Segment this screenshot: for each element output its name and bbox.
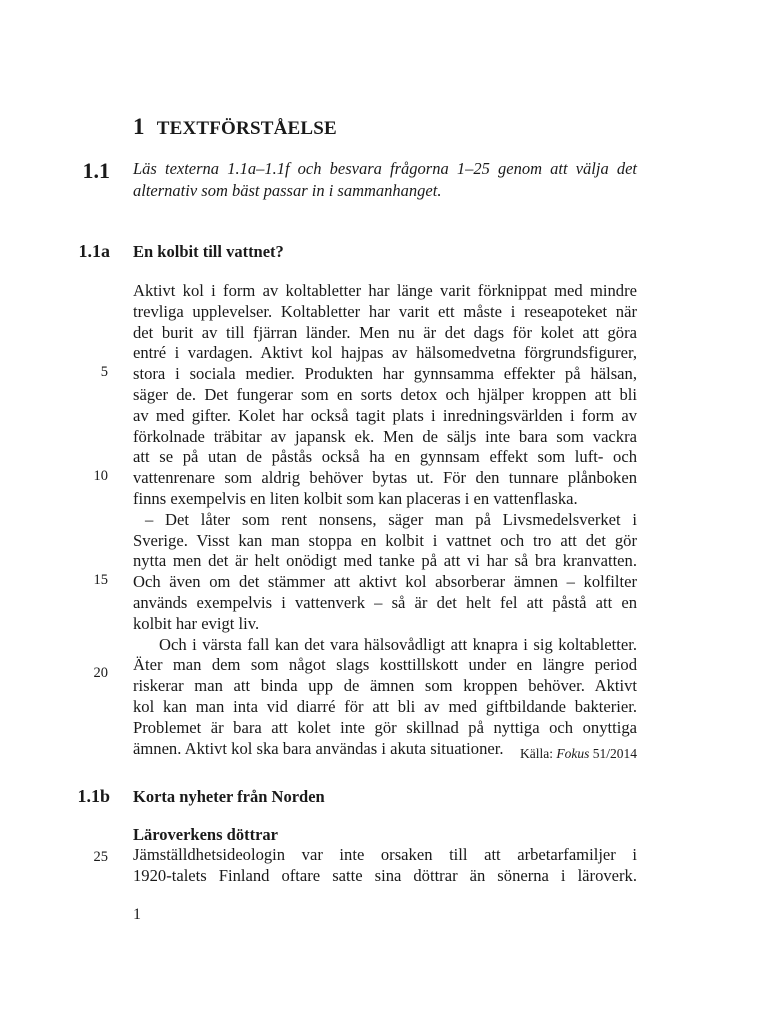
chapter-number: 1 (133, 114, 145, 139)
page-number: 1 (133, 906, 141, 923)
text-line: stora i sociala medier. Produkten har gynnsamma effekter på hälsan, (133, 364, 637, 384)
text-line: vattenrenare som aldrig behöver bytas ut. För den tunnare plånboken (133, 468, 637, 488)
section-number-1-1b: 1.1b (77, 786, 110, 806)
source-citation (133, 746, 637, 762)
article-body-1-1a (133, 281, 637, 759)
section-number-1-1: 1.1 (82, 158, 110, 183)
line-number: 25 (93, 849, 108, 865)
text-line: riskerar man att binda upp de ämnen som kroppen behöver. Aktivt (133, 676, 637, 696)
section-number-1-1a: 1.1a (78, 241, 110, 261)
text-line: säger de. Det fungerar som en sorts detox och hjälper kroppen att bli (133, 384, 637, 404)
text-line: Problemet är bara att kolet inte gör skillnad på nyttiga och onyttiga (133, 717, 637, 737)
source-publication: Fokus (556, 746, 590, 761)
text-line: – Det låter som rent nonsens, säger man på Livsmedelsverket i (145, 509, 637, 529)
text-line: Och även om det stämmer att aktivt kol absorberar ämnen – kolfilter (133, 572, 637, 592)
text-line: Äter man dem som något slags kosttillskott under en längre period (133, 655, 637, 675)
chapter-title (133, 114, 337, 140)
text-line: det burit av till fjärran länder. Men nu är det dags för kolet att göra (133, 322, 637, 342)
line-number: 15 (93, 572, 108, 588)
article-subheading: Läroverkens döttrar (133, 825, 278, 844)
text-line: kol kan man inta vid diarré för att bli av med giftbildande bakterier. (133, 696, 637, 716)
text-line: att se på utan de påstås också ha en gynnsam effekt som luft- och (133, 447, 637, 467)
text-line: entré i vardagen. Aktivt kol hajpas av hälsomedvetna förgrundsfigurer, (133, 343, 637, 363)
text-line: Aktivt kol i form av koltabletter har länge varit förknippat med mindre (133, 281, 637, 300)
text-line: nytta men det är helt onödigt med tanke på att vi har så bra kranvatten. (133, 551, 637, 571)
section-instruction: Läs texterna 1.1a–1.1f och besvara frågorna 1–25 genom att välja det alternativ som bäst passar in i sammanhanget. (133, 159, 637, 200)
source-issue: 51/2014 (589, 746, 637, 761)
article-body-1-1b (133, 845, 637, 887)
section-title-1-1a: En kolbit till vattnet? (133, 242, 284, 261)
text-line: finns exempelvis en liten kolbit som kan placeras i en vattenflaska. (133, 488, 578, 508)
text-line: används exempelvis i vattenverk – så är det helt fel att påstå att en (133, 592, 637, 612)
line-number: 20 (93, 665, 108, 681)
line-number: 5 (100, 364, 108, 380)
text-line: 1920-talets Finland oftare satte sina döttrar än sönerna i läroverk. (133, 865, 637, 885)
text-line: trevliga upplevelser. Koltabletter har varit ett måste i reseapoteket när (133, 301, 637, 321)
line-number: 10 (93, 468, 108, 484)
text-line: ämnen. Aktivt kol ska bara användas i akuta situationer. (133, 738, 504, 758)
source-prefix: Källa: (519, 746, 557, 761)
text-line: av med gifter. Kolet har också tagit plats i inredningsvärlden i form av (133, 405, 637, 425)
text-line: Och i värsta fall kan det vara hälsovådligt att knapra i sig koltabletter. (159, 634, 637, 654)
text-line: kolbit har evigt liv. (133, 613, 260, 633)
text-line: förkolnade träbitar av japansk ek. Men de säljs inte bara som vackra (133, 426, 637, 446)
text-line: Sverige. Visst kan man stoppa en kolbit i vattnet och tro att det gör (133, 530, 637, 550)
chapter-title-text: TEXTFÖRSTÅELSE (156, 118, 337, 139)
section-title-1-1b: Korta nyheter från Norden (133, 787, 325, 806)
text-line: Jämställdhetsideologin var inte orsaken till att arbetarfamiljer i (133, 845, 637, 864)
